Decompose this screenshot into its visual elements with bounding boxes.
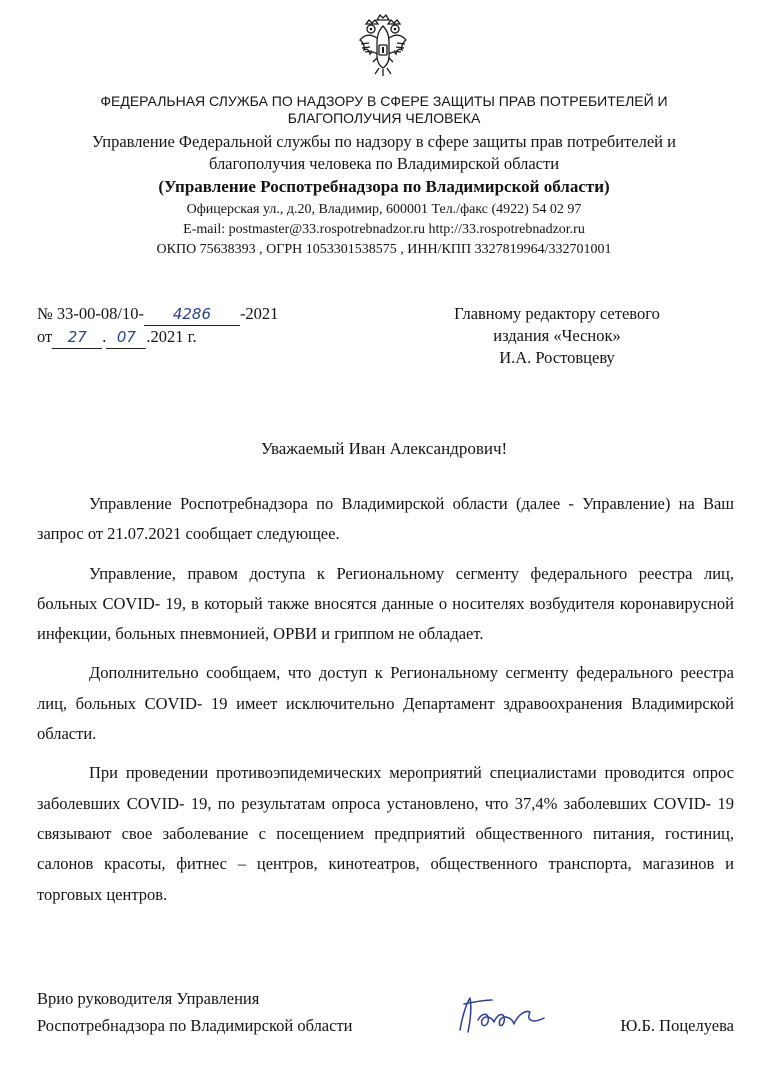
codes-line: ОКПО 75638393 , ОГРН 1053301538575 , ИНН/КПП 3327819964/332701001 bbox=[156, 242, 612, 257]
address-line: Офицерская ул., д.20, Владимир, 600001 Тел./факс (4922) 54 02 97 bbox=[186, 202, 582, 217]
day-blank bbox=[52, 326, 102, 349]
body-paragraph-3: Дополнительно сообщаем, что доступ к Региональному сегменту федерального реестра лиц, больных COVID- 19 имеет исключительно Департамент здравоохранения Владимирской области. bbox=[37, 663, 734, 744]
month-blank bbox=[106, 326, 146, 349]
body-paragraph-2: Управление, правом доступа к Региональному сегменту федерального реестра лиц, больных COVID- 19, в который также вносятся данные о носителях возбудителя коронавирусной инфекции, больных пневмонией, ОРВИ и гриппом не обладает. bbox=[37, 563, 734, 644]
number-suffix: -2021 bbox=[239, 304, 279, 323]
registration-date bbox=[37, 326, 278, 349]
addressee-line2: издания «Чеснок» bbox=[493, 326, 621, 345]
number-prefix: № 33-00-08/10- bbox=[37, 304, 144, 323]
signer-title-line2: Роспотребнадзора по Владимирской области bbox=[37, 1016, 353, 1035]
handwritten-number: 4286 bbox=[172, 305, 212, 323]
body-paragraph-1: Управление Роспотребнадзора по Владимирской области (далее - Управление) на Ваш запрос от 21.07.2021 сообщает следующее. bbox=[37, 494, 734, 544]
registration-block bbox=[37, 303, 278, 349]
date-dot: . bbox=[102, 327, 107, 346]
department-short-name: (Управление Роспотребнадзора по Владимирской области) bbox=[158, 177, 610, 196]
date-year: .2021 г. bbox=[146, 327, 197, 346]
department-title-line2: благополучия человека по Владимирской области bbox=[208, 154, 560, 173]
department-title bbox=[20, 131, 748, 175]
signer-title-line1: Врио руководителя Управления bbox=[37, 989, 260, 1008]
addressee-line1: Главному редактору сетевого bbox=[454, 304, 660, 323]
greeting: Уважаемый Иван Александрович! bbox=[260, 439, 508, 458]
signer-name: Ю.Б. Поцелуева bbox=[620, 1016, 734, 1035]
handwritten-signature bbox=[452, 990, 552, 1040]
handwritten-month: 07 bbox=[116, 328, 136, 346]
department-contacts bbox=[20, 200, 748, 260]
handwritten-day: 27 bbox=[67, 328, 87, 346]
addressee-block bbox=[432, 303, 682, 369]
letter-body bbox=[37, 489, 734, 919]
date-prefix: от bbox=[37, 327, 53, 346]
department-title-line1: Управление Федеральной службы по надзору в сфере защиты прав потребителей и bbox=[92, 132, 676, 151]
addressee-line3: И.А. Ростовцеву bbox=[499, 348, 615, 367]
contacts-line: E-mail: postmaster@33.rospotrebnadzor.ru http://33.rospotrebnadzor.ru bbox=[183, 222, 585, 237]
agency-title bbox=[20, 93, 748, 127]
agency-title-line2: БЛАГОПОЛУЧИЯ ЧЕЛОВЕКА bbox=[287, 110, 481, 126]
coat-of-arms-emblem bbox=[357, 12, 409, 78]
number-blank bbox=[144, 303, 240, 326]
body-paragraph-4: При проведении противоэпидемических мероприятий специалистами проводится опрос заболевших COVID- 19, по результатам опроса установлено, что 37,4% заболевших COVID- 19 связывают свое заболевание с посещением предприятий общественного питания, гостиниц, салонов красоты, фитнес – центров, кинотеатров, общественного транспорта, магазинов и торговых центров. bbox=[37, 763, 734, 904]
signature-block bbox=[37, 985, 734, 1039]
agency-title-line1: ФЕДЕРАЛЬНАЯ СЛУЖБА ПО НАДЗОРУ В СФЕРЕ ЗАЩИТЫ ПРАВ ПОТРЕБИТЕЛЕЙ И bbox=[100, 93, 668, 109]
registration-number bbox=[37, 303, 278, 326]
